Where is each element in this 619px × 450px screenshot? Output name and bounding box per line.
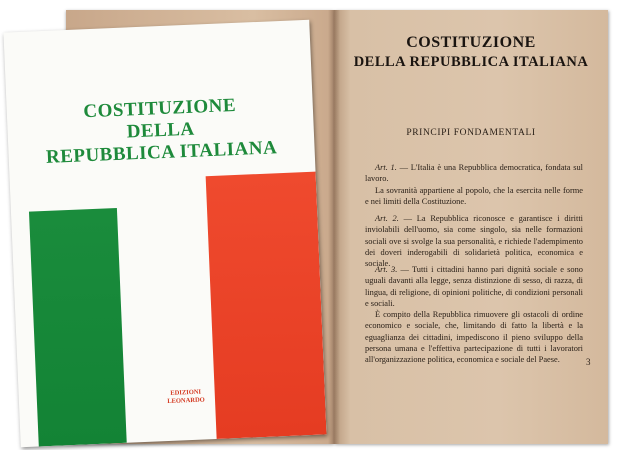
page-number: 3 (586, 357, 591, 367)
article-1-paragraph-2: La sovranità appartiene al popolo, che la esercita nelle forme e nei limiti della Costituzione. (365, 185, 583, 206)
cover-title-line2: DELLA (126, 118, 196, 143)
page-title-line2: DELLA REPUBBLICA ITALIANA (353, 54, 589, 70)
article-2 (365, 213, 583, 269)
publisher-line2: LEONARDO (167, 396, 205, 406)
flag-green-band (29, 208, 127, 446)
section-heading: PRINCIPI FONDAMENTALI (406, 128, 536, 138)
booklet-cover (3, 20, 326, 447)
article-1-label: Art. 1. (375, 163, 397, 172)
cover-title-line3: REPUBBLICA ITALIANA (45, 137, 278, 168)
right-page (334, 10, 608, 444)
publisher-logo (156, 388, 217, 406)
article-1-text: — L'Italia è una Repubblica democratica, fondata sul lavoro. (365, 163, 583, 184)
publisher-line1: EDIZIONI (170, 388, 202, 397)
cover-title-line1: COSTITUZIONE (83, 94, 237, 123)
article-3-text: — Tutti i cittadini hanno pari dignità sociale e sono uguali davanti alla legge, senza distinzione di sesso, di razza, di lingua, di religione, di opinioni politiche, di condizioni personali e sociali. (365, 265, 583, 308)
article-1 (365, 162, 583, 207)
article-3-label: Art. 3. (375, 265, 398, 274)
article-2-label: Art. 2. (375, 214, 399, 223)
booklet-spine-shadow (328, 10, 340, 444)
article-3 (365, 264, 583, 366)
article-3-paragraph-2: È compito della Repubblica rimuovere gli ostacoli di ordine economico e sociale, che, limitando di fatto la libertà e la eguaglianza dei cittadini, impediscono il pieno sviluppo della persona umana e l'effettiva partecipazione di tutti i lavoratori all'organizzazione politica, economica e sociale del Paese. (365, 310, 583, 365)
article-2-text: — La Repubblica riconosce e garantisce i diritti inviolabili dell'uomo, sia come singolo, sia nelle formazioni sociali ove si svolge la sua personalità, e richiede l'adempimento dei doveri inderogabili di solidarietà politica, economica e sociale. (365, 214, 583, 269)
flag-red-band (206, 172, 327, 439)
page-title-line1: COSTITUZIONE (406, 34, 536, 51)
